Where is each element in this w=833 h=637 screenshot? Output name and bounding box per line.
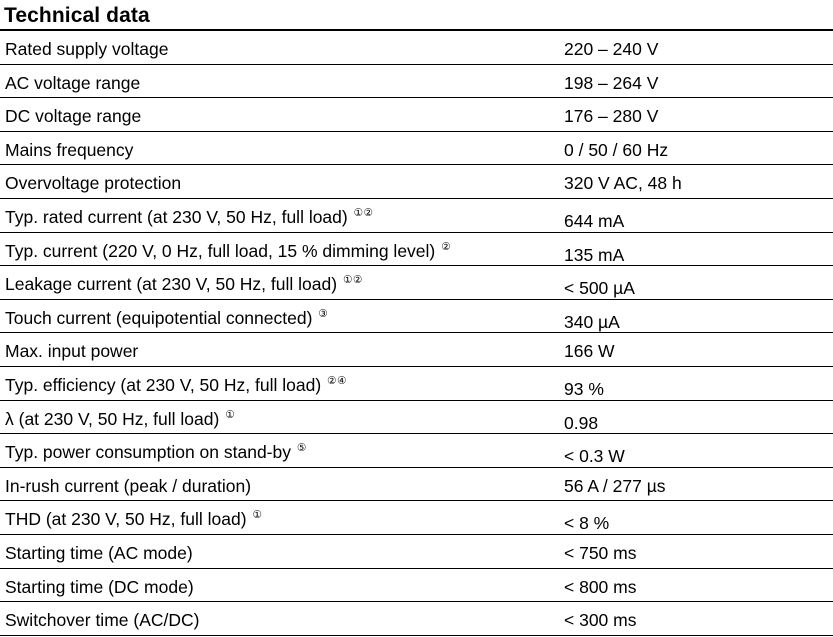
technical-data-table <box>0 31 833 636</box>
table-row <box>0 367 833 401</box>
row-label: λ (at 230 V, 50 Hz, full load) ① <box>5 408 236 429</box>
row-label: Rated supply voltage <box>5 39 169 59</box>
row-value: 56 A / 277 µs <box>564 475 666 496</box>
row-value: 176 – 280 V <box>564 106 659 127</box>
row-value: 644 mA <box>564 210 625 231</box>
row-label: Touch current (equipotential connected) ③ <box>5 307 329 328</box>
row-value: 93 % <box>564 378 604 399</box>
row-label: Overvoltage protection <box>5 173 182 194</box>
footnote-marker: ②④ <box>327 374 347 387</box>
row-value: < 750 ms <box>564 542 637 563</box>
row-value: < 300 ms <box>564 610 637 631</box>
row-label: Switchover time (AC/DC) <box>5 610 200 631</box>
table-row <box>0 300 833 334</box>
row-value: 0 / 50 / 60 Hz <box>564 139 669 160</box>
row-value: 0.98 <box>564 412 599 433</box>
table-row <box>0 434 833 468</box>
footnote-marker: ① <box>252 509 263 522</box>
row-label: Typ. current (220 V, 0 Hz, full load, 15 % dimming level) ② <box>5 240 452 261</box>
row-label: THD (at 230 V, 50 Hz, full load) ① <box>5 509 263 530</box>
row-label: Typ. efficiency (at 230 V, 50 Hz, full load) ②④ <box>5 374 347 395</box>
footnote-marker: ① <box>225 408 236 421</box>
row-value: 320 V AC, 48 h <box>564 173 682 194</box>
row-value: 166 W <box>564 341 615 362</box>
row-value: < 0.3 W <box>564 446 625 467</box>
table-row <box>0 501 833 535</box>
row-label: Starting time (DC mode) <box>5 576 194 597</box>
row-value: < 8 % <box>564 513 610 534</box>
row-label: Leakage current (at 230 V, 50 Hz, full load) ①② <box>5 274 363 295</box>
row-label: Typ. rated current (at 230 V, 50 Hz, full load) ①② <box>5 206 374 227</box>
footnote-marker: ③ <box>318 307 329 320</box>
table-row <box>0 233 833 267</box>
row-value: 340 µA <box>564 311 620 332</box>
section-title: Technical data <box>4 4 150 27</box>
row-label: DC voltage range <box>5 106 142 127</box>
table-row <box>0 31 833 65</box>
table-row <box>0 266 833 300</box>
row-value: 135 mA <box>564 244 625 265</box>
row-label: Typ. power consumption on stand-by ⑤ <box>5 442 307 463</box>
table-row <box>0 569 833 603</box>
row-value: < 800 ms <box>564 576 637 597</box>
footnote-marker: ⑤ <box>297 442 307 455</box>
row-label: Mains frequency <box>5 139 134 160</box>
table-row <box>0 132 833 166</box>
footnote-marker: ② <box>441 240 452 253</box>
row-value: 198 – 264 V <box>564 72 659 93</box>
footnote-marker: ①② <box>353 206 374 219</box>
row-label: AC voltage range <box>5 72 141 93</box>
table-row <box>0 401 833 435</box>
table-row <box>0 602 833 636</box>
row-value: 220 – 240 V <box>564 39 659 59</box>
table-row <box>0 333 833 367</box>
row-label: In-rush current (peak / duration) <box>5 475 252 496</box>
table-row <box>0 535 833 569</box>
table-row <box>0 165 833 199</box>
footnote-marker: ①② <box>343 274 363 287</box>
table-row <box>0 65 833 99</box>
table-row <box>0 199 833 233</box>
row-label: Starting time (AC mode) <box>5 542 193 563</box>
row-value: < 500 µA <box>564 278 635 299</box>
table-row <box>0 98 833 132</box>
row-label: Max. input power <box>5 341 139 362</box>
table-row <box>0 468 833 502</box>
